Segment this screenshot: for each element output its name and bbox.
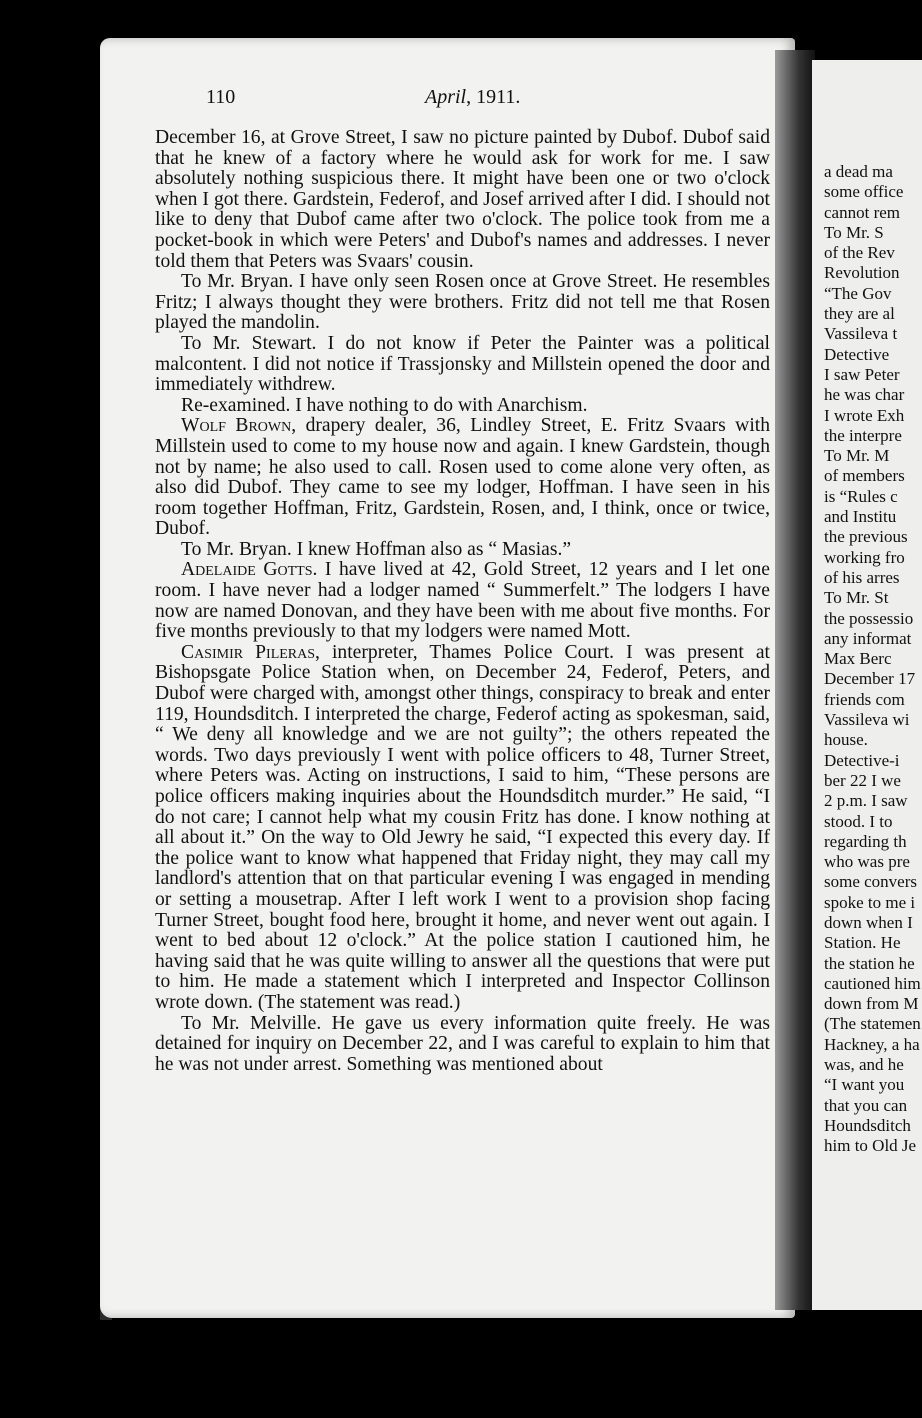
paragraph-text: To Mr. Stewart. I do not know if Peter the Painter was a political malcontent. I did not notice if Trassjonsky and Millstein opened the door and immediately withdrew. <box>155 332 770 396</box>
right-page-line: was, and he <box>824 1055 904 1075</box>
book-spine <box>775 50 815 1310</box>
right-page-line: a dead ma <box>824 162 893 181</box>
witness-name: Adelaide Gotts <box>181 559 313 581</box>
right-page-line: Hackney, a ha <box>824 1034 920 1054</box>
witness-name: Wolf Brown <box>181 415 292 437</box>
right-page-line: stood. I to <box>824 811 893 831</box>
right-page-line: Station. He <box>824 933 901 953</box>
paragraph <box>155 416 770 540</box>
paragraph <box>155 396 770 417</box>
paragraph <box>155 540 770 561</box>
right-page-line: 2 p.m. I saw <box>824 791 908 811</box>
paragraph <box>155 560 770 642</box>
right-page-line: some office <box>824 182 904 202</box>
right-page-line: they are al <box>824 304 895 324</box>
paragraph-text: To Mr. Bryan. I knew Hoffman also as “ Masias.” <box>181 538 572 560</box>
page-number: 110 <box>206 86 236 108</box>
paragraph-text: , interpreter, Thames Police Court. I was present at Bishopsgate Police Station when, on December 24, Federof, Peters, and Dubof were charged with, amongst other things, conspiracy to break and enter 119, Houndsditch. I interpreted the charge, Federof acting as spokesman, said, “ We deny all knowledge and we are not guilty”; the others repeated the words. Two days previously I went with police officers to 48, Turner Street, where Peters was. Acting on instructions, I said to him, “These persons are police officers making inquiries about the Houndsditch murder.” He said, “I do not care; I cannot help what my cousin Fritz has done. I know nothing at all about it.” On the way to Old Jewry he said, “I expected this every day. If the police want to know what happened that Friday night, they may call my landlord's attention that on that particular evening I was engaged in mending or setting a mousetrap. After I left work I went to a provision shop facing Turner Street, bought food here, brought it home, and never went out again. I went to bed about 12 o'clock.” At the police station I cautioned him, he having said that he was quite willing to answer all the questions that were put to him. He made a statement which I interpreted and Inspector Collinson wrote down. (The statement was read.) <box>155 641 770 1013</box>
right-page-line: I wrote Exh <box>824 405 905 425</box>
right-page-line: “The Gov <box>824 283 892 303</box>
right-page-line: “I want you <box>824 1075 905 1095</box>
right-page-line: Vassileva t <box>824 324 898 344</box>
paragraph <box>155 334 770 396</box>
paragraph <box>155 272 770 334</box>
witness-name: Casimir Pileras <box>181 641 316 663</box>
right-page-line: the station he <box>824 953 915 973</box>
right-page-line: any informat <box>824 628 912 648</box>
right-page-line: of his arres <box>824 567 900 587</box>
right-page-line: Houndsditch <box>824 1115 911 1135</box>
right-page-line: down from M <box>824 994 919 1014</box>
paragraph <box>155 643 770 1014</box>
right-page-line: To Mr. S <box>824 222 884 242</box>
right-page-line: friends com <box>824 689 905 709</box>
right-page-line: ber 22 I we <box>824 770 901 790</box>
running-head-year: , 1911. <box>466 86 521 108</box>
right-page-line: (The statemen <box>824 1014 921 1034</box>
right-page-line: Max Berc <box>824 649 892 669</box>
right-page-line: the possessio <box>824 608 914 628</box>
right-page-line: I saw Peter <box>824 364 900 384</box>
right-page-line: the previous <box>824 527 908 547</box>
right-page-line: cautioned him <box>824 973 921 993</box>
right-page-line: that you can <box>824 1095 908 1115</box>
right-page-line: December 17 <box>824 669 916 689</box>
running-head <box>425 86 520 109</box>
right-page-line: cannot rem <box>824 202 900 222</box>
right-page-line: Detective <box>824 344 890 364</box>
right-page-line: is “Rules c <box>824 486 898 506</box>
right-page-text <box>824 162 922 1157</box>
right-page-line: him to Old Je <box>824 1136 917 1156</box>
right-page-line: To Mr. M <box>824 446 890 466</box>
right-page-line: Revolution <box>824 263 900 283</box>
right-page-line: and Institu <box>824 507 897 527</box>
running-head-month: April <box>425 86 467 108</box>
page-header <box>200 86 760 116</box>
paragraph-text: To Mr. Melville. He gave us every information quite freely. He was detained for inquiry on December 22, and I was careful to explain to him that he was not under arrest. Something was mentioned about <box>155 1012 770 1075</box>
right-page-line: down when I <box>824 912 913 932</box>
right-page-line: he was char <box>824 385 905 405</box>
paragraph <box>155 128 770 272</box>
right-page-line: spoke to me i <box>824 892 916 912</box>
right-page-line: house. <box>824 730 868 750</box>
paragraph-text: . I have lived at 42, Gold Street, 12 years and I let one room. I have never had a lodger named “ Summerfelt.” The lodgers I have now are named Donovan, and they have been with me about five months. For five months previously to that my lodgers were named Mott. <box>155 559 770 643</box>
right-page-line: regarding th <box>824 831 907 851</box>
paragraph <box>155 1014 770 1076</box>
paragraph-text: To Mr. Bryan. I have only seen Rosen once at Grove Street. He resembles Fritz; I always thought they were brothers. Fritz did not tell me that Rosen played the mandolin. <box>155 271 770 334</box>
right-page-line: of members <box>824 466 905 486</box>
right-page-line: some convers <box>824 872 918 892</box>
body-text <box>155 128 770 1075</box>
paragraph-text: Re-examined. I have nothing to do with Anarchism. <box>181 394 588 416</box>
right-page-line: To Mr. St <box>824 588 889 608</box>
paragraph-text: , drapery dealer, 36, Lindley Street, E. Fritz Svaars with Millstein used to come to my house now and again. I knew Gardstein, though not by name; he also used to call. Rosen used to come alone very often, as also did Dubof. They came to see my lodger, Hoffman. I have seen in his room together Hoffman, Fritz, Gardstein, Rosen, and, I think, once or twice, Dubof. <box>155 415 770 540</box>
right-page-line: Detective-i <box>824 750 900 770</box>
right-page-line: who was pre <box>824 852 910 872</box>
paragraph-text: December 16, at Grove Street, I saw no picture painted by Dubof. Dubof said that he knew of a factory where he would ask for work for me. I saw absolutely nothing suspicious there. It might have been one or two o'clock when I got there. Gardstein, Federof, and Josef arrived after I did. I should not like to deny that Dubof came after two o'clock. The police took from me a pocket-book in which were Peters' and Dubof's names and addresses. I never told them that Peters was Svaars' cousin. <box>155 127 770 272</box>
right-page-line: of the Rev <box>824 243 895 263</box>
right-page-line: Vassileva wi <box>824 710 910 730</box>
right-page-line: the interpre <box>824 425 902 445</box>
right-page-line: working fro <box>824 547 905 567</box>
